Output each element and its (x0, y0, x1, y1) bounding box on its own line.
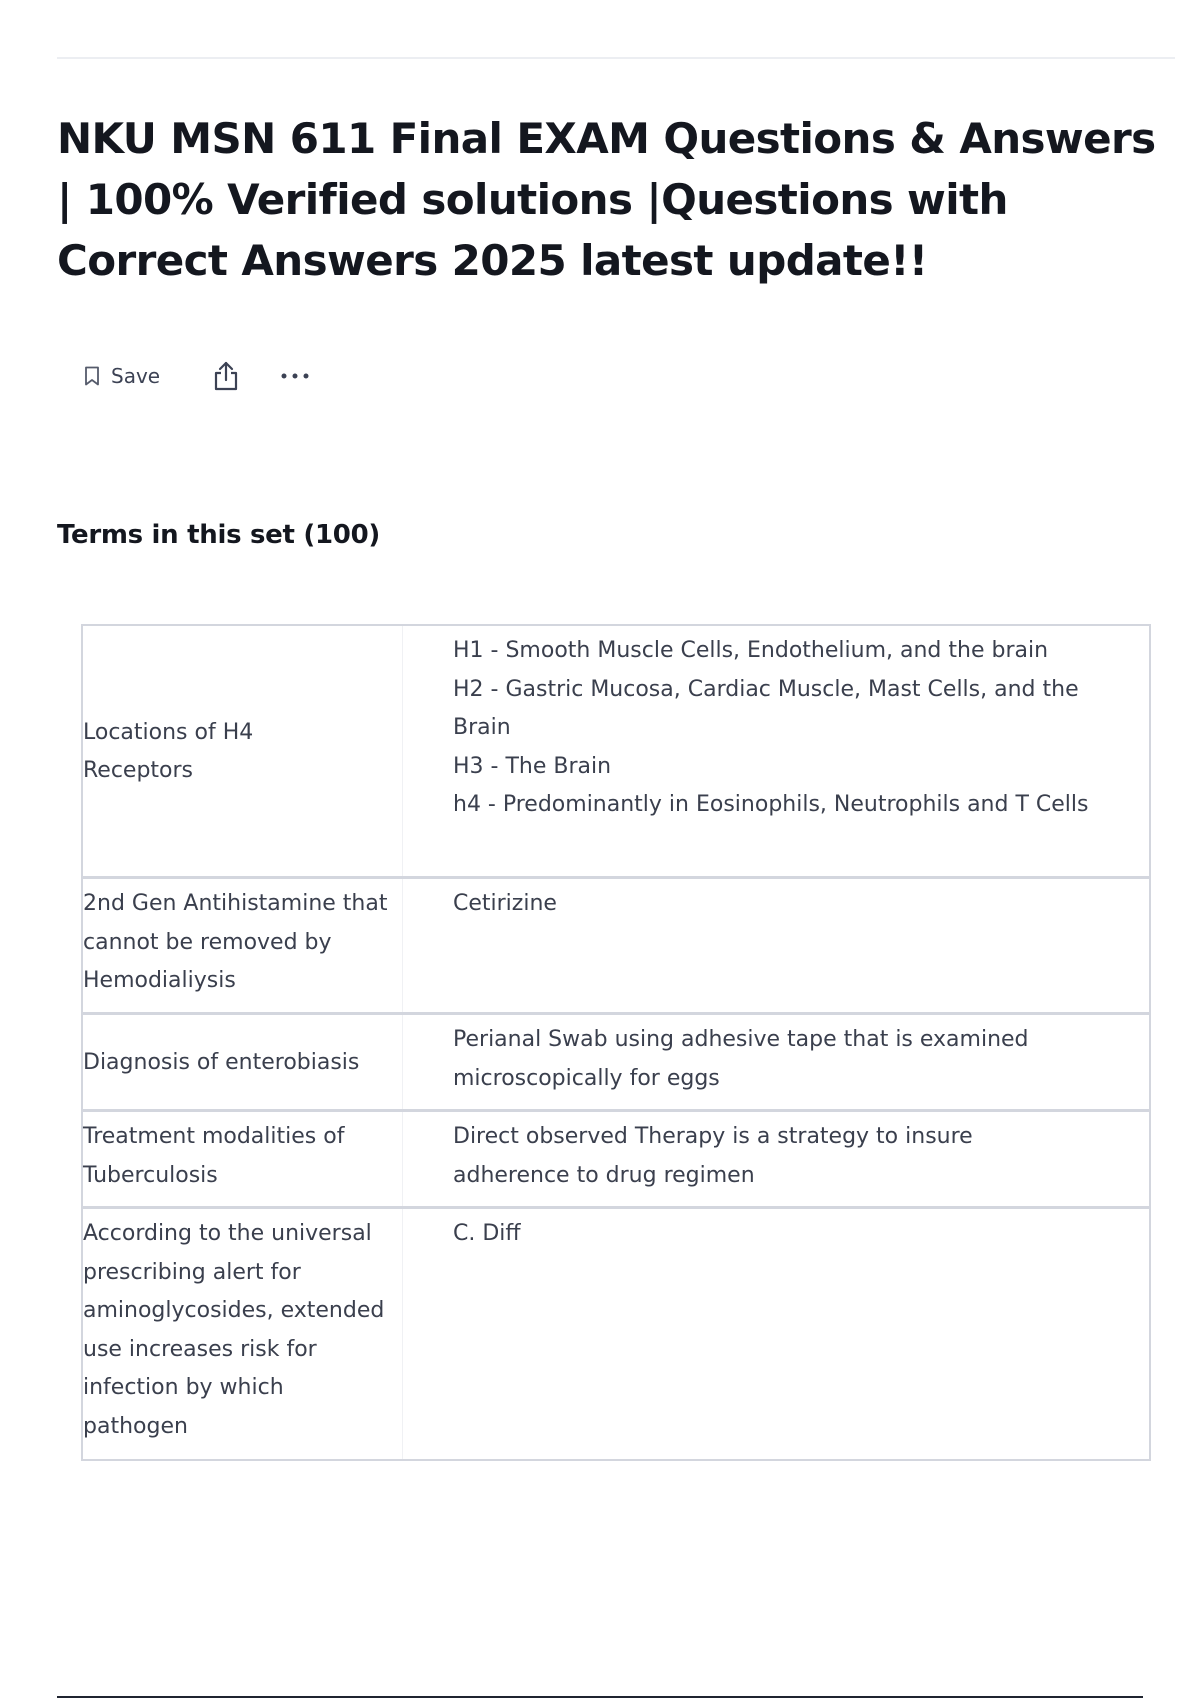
term-text: 2nd Gen Antihistamine that cannot be removed by Hemodialiysis (83, 879, 403, 1012)
more-options-button[interactable] (280, 372, 310, 380)
more-icon (280, 372, 310, 380)
definition-text: C. Diff (453, 1221, 521, 1246)
term-text: Diagnosis of enterobiasis (83, 1015, 403, 1109)
term-text: According to the universal prescribing alert for aminoglycosides, extended use increases risk for infection by which pathogen (83, 1209, 403, 1459)
term-text: Locations of H4 Receptors (83, 626, 403, 876)
term-row (83, 1112, 1149, 1209)
terms-table (81, 624, 1151, 1461)
term-row (83, 1209, 1149, 1459)
top-divider (57, 57, 1175, 59)
save-label: Save (111, 364, 161, 388)
term-row (83, 1015, 1149, 1112)
action-bar (84, 356, 310, 396)
share-icon (212, 360, 240, 392)
share-button[interactable] (212, 360, 240, 392)
term-row (83, 626, 1149, 879)
term-row (83, 879, 1149, 1015)
bottom-divider (57, 1696, 1143, 1698)
page-title: NKU MSN 611 Final EXAM Questions & Answers | 100% Verified solutions |Questions with Correct Answers 2025 latest update!! (57, 114, 1156, 285)
save-button[interactable] (84, 364, 160, 388)
term-text: Treatment modalities of Tuberculosis (83, 1112, 403, 1206)
bookmark-icon (84, 366, 100, 386)
definition-text: Cetirizine (453, 891, 557, 916)
definition-text: H1 - Smooth Muscle Cells, Endothelium, and the brain H2 - Gastric Mucosa, Cardiac Muscle, Mast Cells, and the Brain H3 - The Brain h4 - Predominantly in Eosinophils, Neutrophils and T Cells (453, 638, 1089, 817)
definition-text: Perianal Swab using adhesive tape that is examined microscopically for eggs (453, 1027, 1029, 1091)
definition-text: Direct observed Therapy is a strategy to insure adherence to drug regimen (453, 1124, 973, 1188)
terms-heading: Terms in this set (100) (57, 520, 380, 550)
